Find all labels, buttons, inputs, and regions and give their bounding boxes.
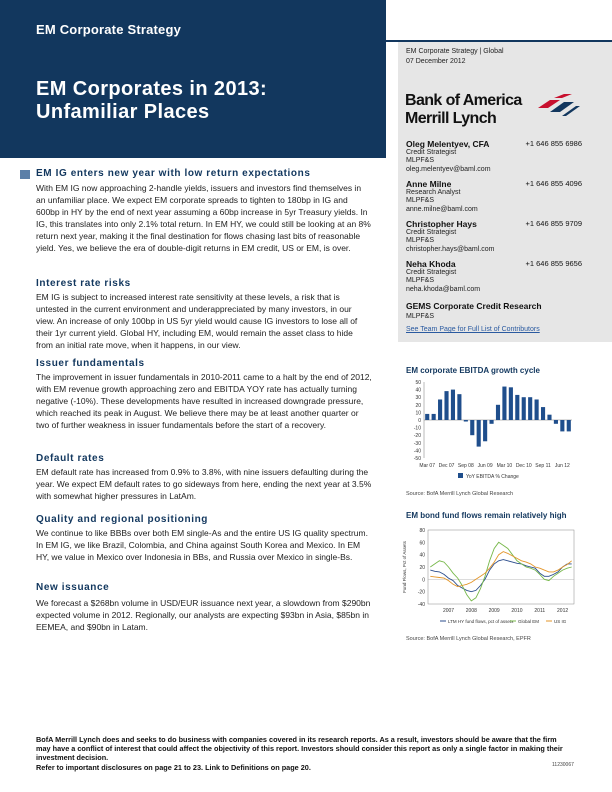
header-bar: [0, 0, 386, 42]
analyst-phone: +1 646 855 9709: [525, 219, 582, 228]
data-bar: [444, 391, 448, 420]
x-tick-label: Sep 08: [457, 463, 474, 469]
section-heading: EM IG enters new year with low return expectations: [36, 168, 311, 179]
series-title: EM Corporate Strategy: [36, 22, 182, 37]
analyst-firm: MLPF&S: [406, 237, 435, 245]
y-tick-label: -40: [417, 602, 425, 608]
analyst-firm: MLPF&S: [406, 197, 435, 205]
x-tick-label: Jun 09: [477, 463, 493, 469]
team-firm: MLPF&S: [406, 313, 435, 320]
data-bar: [451, 390, 455, 420]
legend-label: LTM HY fund flows, pct of assets: [448, 619, 514, 624]
x-tick-label: Dec 10: [515, 463, 532, 469]
y-tick-label: 10: [415, 410, 421, 417]
y-tick-label: 40: [419, 552, 425, 559]
x-tick-label: 2009: [488, 608, 500, 614]
y-tick-label: -20: [413, 433, 421, 440]
analyst-firm: MLPF&S: [406, 277, 435, 285]
logo-text-line2: Merrill Lynch: [405, 110, 497, 127]
analyst-role: Research Analyst: [406, 188, 461, 196]
team-name: GEMS Corporate Credit Research: [406, 301, 542, 311]
y-tick-label: 40: [415, 387, 421, 394]
data-bar: [490, 420, 494, 424]
fund-flows-line-chart: [400, 522, 580, 634]
y-tick-label: 20: [419, 565, 425, 571]
report-title: EM Corporates in 2013: Unfamiliar Places: [36, 78, 268, 123]
x-tick-label: 2011: [534, 608, 546, 614]
legend-label: Global EM: [518, 619, 540, 624]
section-heading: New issuance: [36, 582, 110, 593]
disclosure-refs: Refer to important disclosures on page 21 to 23. Link to Definitions on page 20.: [36, 762, 311, 772]
flag-logo-icon: [536, 94, 580, 120]
data-bar: [560, 420, 564, 431]
y-tick-label: -40: [413, 448, 421, 455]
x-tick-label: Mar 10: [496, 463, 513, 469]
y-axis-label: Fund Flows, Pct of Assets: [402, 541, 407, 593]
data-bar: [477, 420, 481, 447]
analyst-name: Anne Milne: [406, 179, 452, 189]
legend-label: YoY EBITDA % Change: [466, 474, 519, 480]
x-tick-label: Mar 07: [419, 463, 435, 469]
section-heading: Issuer fundamentals: [36, 358, 145, 369]
ebitda-bar-chart: [400, 376, 580, 486]
analyst-role: Credit Strategist: [406, 268, 457, 276]
data-bar: [541, 407, 545, 420]
analyst-card: [406, 220, 582, 254]
analyst-email: neha.khoda@baml.com: [406, 285, 481, 293]
x-tick-label: 2012: [557, 608, 569, 614]
data-bar: [438, 399, 442, 420]
company-logo: [405, 92, 585, 128]
section-body: We forecast a $268bn volume in USD/EUR issuance next year, a slowdown from $290bn expected volume in 2012. Regionally, our analysts are expecting $93bn in Asia, $85bn in EEMEA, and $90bn in Latam.: [36, 598, 371, 632]
section-body: EM IG is subject to increased interest rate sensitivity at these levels, a risk that is untested in the current environment and underappreciated by many investors, in our view. An increase of only 100bp in US 5yr yield would cause IG investors to lose all of their 1yr current yield. Global HY, including EM, would remain the asset class to hide from an initial rate move, when it happens, in our view.: [36, 292, 358, 350]
analyst-name: Oleg Melentyev, CFA: [406, 139, 490, 149]
chart-source: Source: BofA Merrill Lynch Global Research: [406, 491, 514, 497]
chart-title: EM bond fund flows remain relatively high: [406, 511, 567, 520]
data-bar: [464, 420, 468, 422]
analyst-name: Christopher Hays: [406, 219, 477, 229]
y-tick-label: 0: [422, 577, 425, 584]
analyst-phone: +1 646 855 4096: [525, 179, 582, 188]
section-body: EM default rate has increased from 0.9% to 3.8%, with nine issuers defaulting during the year. We expect EM default rates to go sideways from here, ending the next year at 3.5% with somewhat higher pressures in LatAm.: [36, 467, 372, 501]
y-tick-label: 60: [419, 540, 425, 547]
plot-frame: [428, 530, 574, 604]
analyst-firm: MLPF&S: [406, 157, 435, 165]
section-body: The improvement in issuer fundamentals in 2010-2011 came to a halt by the end of 2012, with EM revenue growth approaching zero and EBITDA YOY rate has actually turning negative (-10%). These developments have resulted in increased downgrade pressure, which reached its peak in August. We believe there may be at least another quarter or two of further weakness in issuer fundamentals before the start of a recovery.: [36, 372, 372, 430]
data-bar: [483, 420, 487, 441]
section-heading: Interest rate risks: [36, 278, 131, 289]
analyst-name: Neha Khoda: [406, 259, 456, 269]
chart-title: EM corporate EBITDA growth cycle: [406, 366, 540, 375]
data-bar: [509, 387, 513, 420]
hero-banner: [0, 42, 386, 158]
data-bar: [547, 415, 551, 420]
x-tick-label: Dec 07: [438, 463, 455, 469]
section-body: We continue to like BBBs over both EM single-As and the entire US IG quality spectrum. In EM IG, we like Brazil, Colombia, and China against South Korea and Mexico. In EM HY, we value in Mexico over Indonesia in BBs, and Russia over Mexico in single-Bs.: [36, 528, 368, 562]
publication-line: EM Corporate Strategy | Global: [406, 48, 504, 55]
x-tick-label: 2007: [442, 608, 455, 614]
analyst-email: anne.milne@baml.com: [406, 205, 478, 213]
section-heading: Quality and regional positioning: [36, 514, 208, 525]
y-tick-label: -50: [413, 456, 421, 462]
analyst-card: [406, 260, 582, 294]
section-body: With EM IG now approaching 2-handle yields, issuers and investors find themselves in an unfamiliar place. We expect EM corporate spreads to tighten to 180bp in IG and 600bp in HY by the end of next year assuming a 60bp increase in 5yr Treasury yields. In IG, this translates into only 2.1% total return. In EM HY, we could still be looking at an 8% return next year, making it the final destination for flows chasing last bits of reasonable yield. Yes, we believe the era of double-digit returns in EM credit, US or EM, is over.: [36, 183, 371, 253]
series-line: [430, 552, 571, 587]
y-tick-label: 50: [415, 380, 421, 386]
data-bar: [470, 420, 474, 435]
x-tick-label: Sep 11: [535, 463, 551, 469]
data-bar: [535, 399, 539, 420]
data-bar: [567, 420, 571, 431]
legend-swatch: [458, 473, 463, 478]
analyst-card: [406, 180, 582, 214]
y-tick-label: -20: [417, 589, 425, 596]
series-line: [430, 560, 571, 592]
y-tick-label: 20: [415, 402, 421, 409]
analyst-phone: +1 646 855 9656: [525, 259, 582, 268]
analyst-phone: +1 646 855 6986: [525, 139, 582, 148]
footer-disclaimer: [36, 735, 566, 772]
section-marker: [20, 170, 30, 179]
section-heading: Default rates: [36, 453, 105, 464]
data-bar: [432, 414, 436, 420]
data-bar: [515, 395, 519, 420]
analyst-role: Credit Strategist: [406, 148, 457, 156]
data-bar: [457, 394, 461, 420]
logo-text-line1: Bank of America: [405, 92, 522, 109]
disclaimer-text: BofA Merrill Lynch does and seeks to do business with companies covered in its research reports. As a result, investors should be aware that the firm may have a conflict of interest that could affect the objectivity of this report. Investors should consider this report as only a single factor in making their investment decision.: [36, 735, 563, 763]
legend-label: US IG: [554, 619, 567, 624]
analyst-card: [406, 140, 582, 174]
x-tick-label: Jun 12: [554, 463, 570, 469]
analyst-email: oleg.melentyev@baml.com: [406, 165, 491, 173]
x-tick-label: 2008: [465, 608, 477, 614]
y-tick-label: 80: [419, 528, 425, 534]
data-bar: [425, 414, 429, 420]
y-tick-label: 0: [418, 418, 421, 424]
data-bar: [502, 387, 506, 420]
data-bar: [496, 405, 500, 420]
data-bar: [522, 397, 526, 420]
chart-source: Source: BofA Merrill Lynch Global Research, EPFR: [406, 636, 531, 642]
data-bar: [528, 397, 532, 420]
publication-date: 07 December 2012: [406, 58, 466, 65]
y-tick-label: 30: [415, 395, 421, 402]
analyst-email: christopher.hays@baml.com: [406, 245, 495, 253]
y-tick-label: -10: [413, 425, 421, 432]
data-bar: [554, 420, 558, 424]
x-tick-label: 2010: [511, 608, 523, 614]
analyst-role: Credit Strategist: [406, 228, 457, 236]
document-code: 11230067: [552, 762, 574, 768]
contributors-link[interactable]: See Team Page for Full List of Contributors: [406, 326, 540, 333]
y-tick-label: -30: [413, 440, 421, 447]
